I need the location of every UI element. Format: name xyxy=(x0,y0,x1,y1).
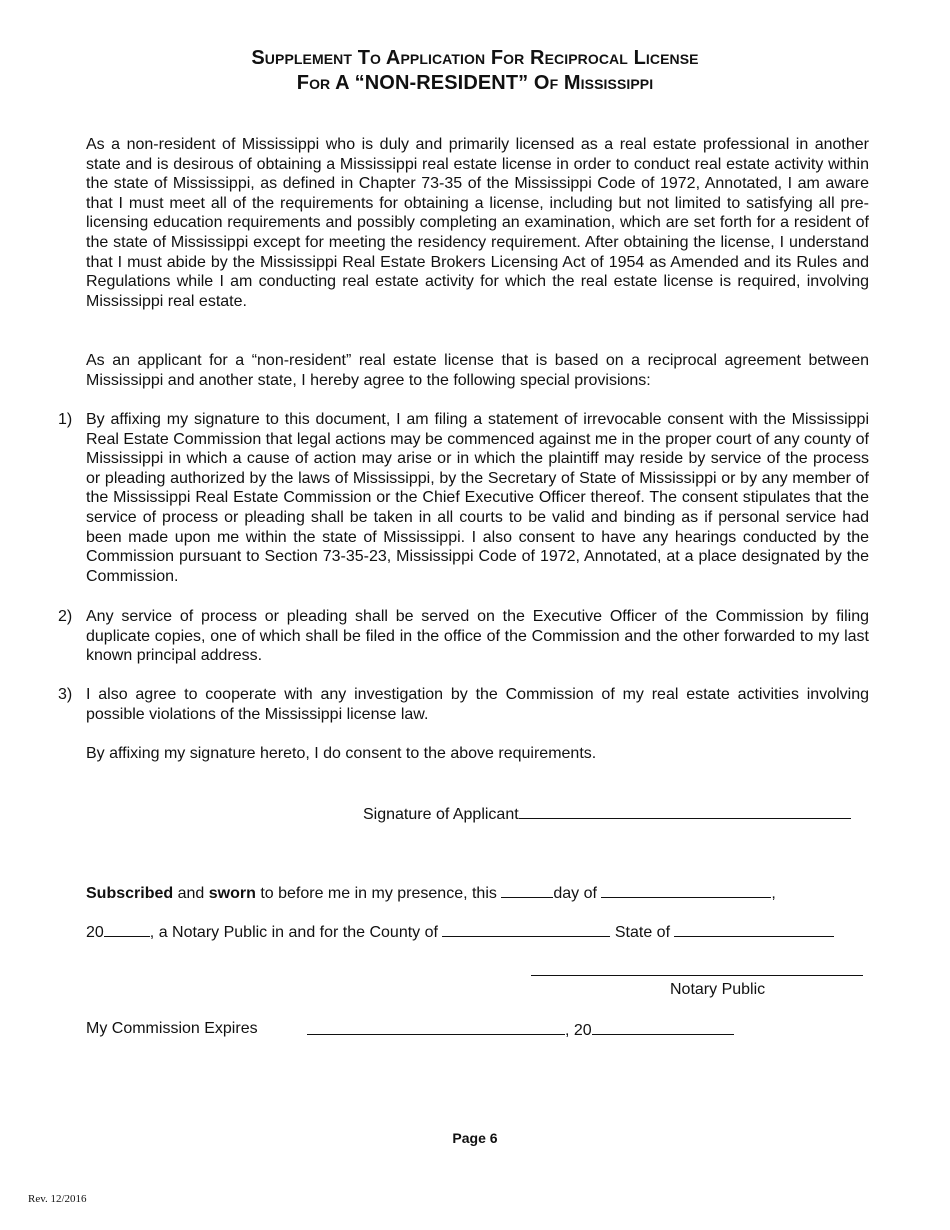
provision-item xyxy=(58,685,869,724)
commission-expires-fields xyxy=(307,1019,734,1041)
notary-line-2 xyxy=(86,921,834,943)
title-line-2: For A “NON-RESIDENT” Of Mississippi xyxy=(296,72,654,94)
commission-expires-label: My Commission Expires xyxy=(86,1020,258,1037)
month-field[interactable] xyxy=(601,882,771,898)
comma: , xyxy=(771,885,776,902)
expiration-date-field[interactable] xyxy=(307,1019,565,1035)
notary-line-1 xyxy=(86,882,869,904)
sworn-word: sworn xyxy=(208,885,256,902)
signature-field[interactable] xyxy=(519,803,851,819)
provision-number: 3) xyxy=(58,686,73,703)
notary-public-label: Notary Public xyxy=(670,981,766,998)
day-field[interactable] xyxy=(501,882,553,898)
subscribed-word: Subscribed xyxy=(86,885,174,902)
commission-expires-line xyxy=(86,1019,258,1039)
year-field[interactable] xyxy=(104,921,150,937)
provisions-intro-paragraph: As an applicant for a “non-resident” real estate license that is based on a reciprocal agreement between Mississippi and another state, I hereby agree to the following special provisions: xyxy=(86,352,869,389)
provision-item xyxy=(58,410,869,586)
provision-text: I also agree to cooperate with any investigation by the Commission of my real estate activities involving possible violations of the Mississippi license law. xyxy=(86,686,869,723)
year-prefix: 20 xyxy=(86,924,104,941)
notary-signature-line[interactable] xyxy=(531,975,863,976)
year-prefix-20: , 20 xyxy=(565,1022,592,1039)
county-text: , a Notary Public in and for the County of xyxy=(149,924,438,941)
day-of-text: day of xyxy=(553,885,597,902)
state-field[interactable] xyxy=(674,921,834,937)
and-word: and xyxy=(177,885,205,902)
revision-label: Rev. 12/2016 xyxy=(28,1193,87,1205)
signature-label: Signature of Applicant xyxy=(363,806,519,823)
document-title xyxy=(0,46,950,96)
provision-text: Any service of process or pleading shall be served on the Executive Officer of the Commission by filing duplicate copies, one of which shall be filed in the office of the Commission and the other forwarded to my last known principal address. xyxy=(86,608,869,665)
intro-paragraph: As a non-resident of Mississippi who is duly and primarily licensed as a real estate professional in another state and is desirous of obtaining a Mississippi real estate license in order to conduct real estate activity within the state of Mississippi, as defined in Chapter 73-35 of the Mississippi Code of 1972, Annotated, I am aware that I must meet all of the requirements for obtaining a license, including but not limited to satisfying all pre-licensing education requirements and possibly completing an examination, which are set forth for a resident of the state of Mississippi except for meeting the residency requirement. After obtaining the license, I understand that I must abide by the Mississippi Real Estate Brokers Licensing Act of 1954 as Amended and its Rules and Regulations while I am conducting real estate activity for which the real estate license is required, involving Mississippi real estate. xyxy=(86,136,869,310)
provision-number: 2) xyxy=(58,608,73,625)
state-of-text: State of xyxy=(614,924,671,941)
provision-number: 1) xyxy=(58,411,73,428)
title-line-1: Supplement To Application For Reciprocal License xyxy=(251,47,699,69)
page-number: Page 6 xyxy=(452,1130,498,1146)
expiration-year-field[interactable] xyxy=(592,1019,734,1035)
county-field[interactable] xyxy=(442,921,610,937)
provision-item xyxy=(58,607,869,666)
signature-line xyxy=(363,803,851,825)
consent-statement: By affixing my signature hereto, I do consent to the above requirements. xyxy=(86,745,597,762)
notary-text: to before me in my presence, this xyxy=(260,885,497,902)
provision-text: By affixing my signature to this document, I am filing a statement of irrevocable consent with the Mississippi Real Estate Commission that legal actions may be commenced against me in the proper court of any county of Mississippi in which a cause of action may arise or in which the plaintiff may reside by service of the process or pleading authorized by the laws of Mississippi, by the Secretary of State of Mississippi or by any member of the Mississippi Real Estate Commission or the Chief Executive Officer thereof. The consent stipulates that the service of process or pleading shall be taken in all courts to be valid and binding as if personal service had been made upon me within the state of Mississippi. I also consent to have any hearings conducted by the Commission pursuant to Section 73-35-23, Mississippi Code of 1972, Annotated, at a place designated by the Commission. xyxy=(86,411,869,585)
